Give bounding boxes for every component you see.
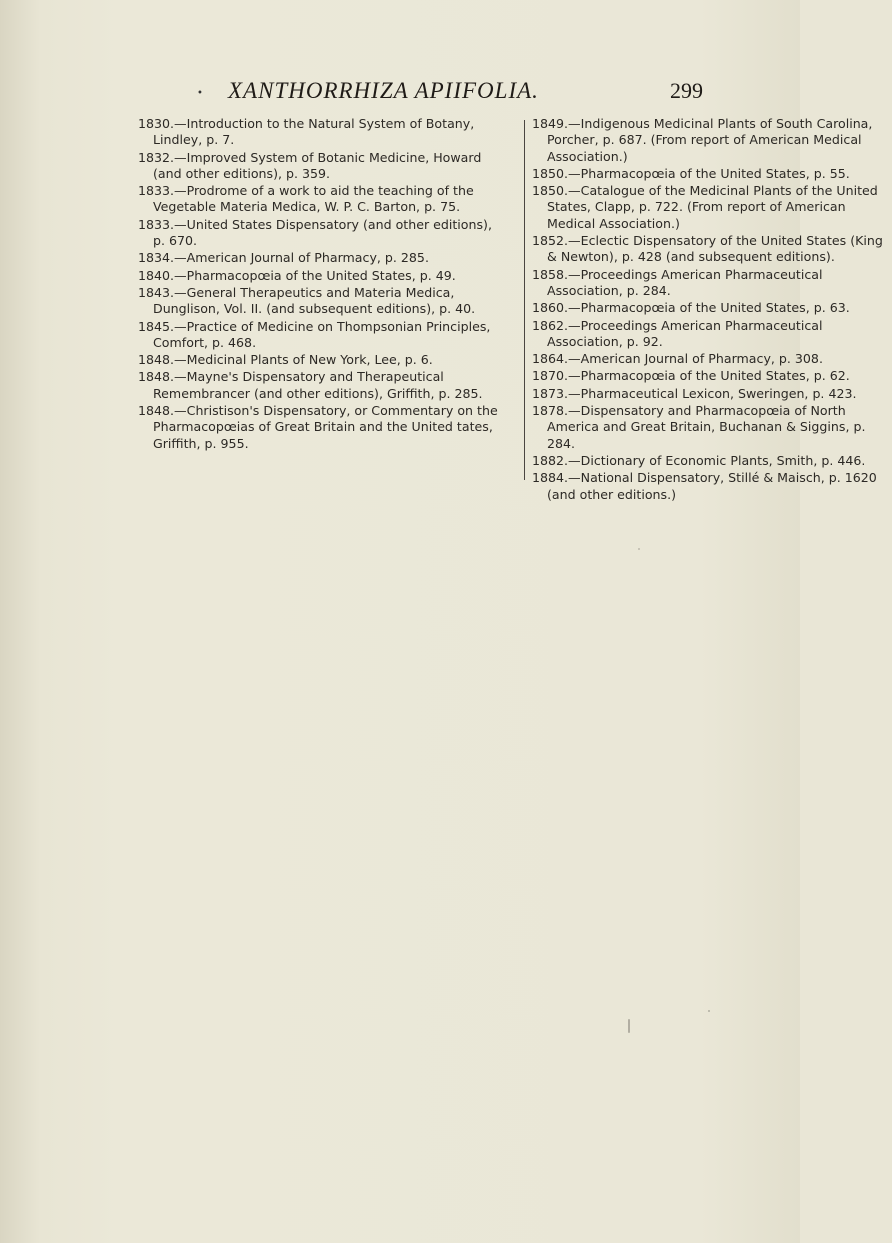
bibliography-entry: 1878.—Dispensatory and Pharmacopœia of North America and Great Britain, Buchanan & Siggins, p. 284. — [532, 403, 866, 451]
bibliography-entry: 1884.—National Dispensatory, Stillé & Maisch, p. 1620 (and other editions.) — [532, 470, 877, 502]
left-column — [138, 116, 498, 453]
bibliography-entry: 1850.—Catalogue of the Medicinal Plants of the United States, Clapp, p. 722. (From report of American Medical Association.) — [532, 183, 878, 231]
bibliography-entry: 1858.—Proceedings American Pharmaceutical Association, p. 284. — [532, 266, 823, 298]
bibliography-entry: 1832.—Improved System of Botanic Medicine, Howard (and other editions), p. 359. — [138, 149, 482, 181]
bibliography-entry: 1870.—Pharmacopœia of the United States, p. 62. — [532, 368, 850, 384]
bibliography-entry: 1849.—Indigenous Medicinal Plants of South Carolina, Porcher, p. 687. (From report of American Medical Association.) — [532, 116, 873, 164]
paper-speck — [638, 548, 640, 550]
running-title: XANTHORRHIZA APIIFOLIA. — [228, 78, 539, 103]
bibliography-entry: 1864.—American Journal of Pharmacy, p. 308. — [532, 351, 823, 367]
header-ornament: • — [197, 88, 203, 99]
bibliography-entry: 1848.—Mayne's Dispensatory and Therapeutical Remembrancer (and other editions), Griffith, p. 285. — [138, 369, 483, 401]
bibliography-entry: 1852.—Eclectic Dispensatory of the United States (King & Newton), p. 428 (and subsequent editions). — [532, 233, 883, 265]
bibliography-entry: 1862.—Proceedings American Pharmaceutical Association, p. 92. — [532, 317, 823, 349]
bibliography-entry: 1848.—Christison's Dispensatory, or Commentary on the Pharmacopœias of Great Britain and the United tates, Griffith, p. 955. — [138, 403, 498, 451]
column-divider — [524, 120, 525, 480]
bibliography-entry: 1850.—Pharmacopœia of the United States, p. 55. — [532, 165, 850, 181]
paper-speck — [708, 1010, 710, 1012]
bibliography-entry: 1840.—Pharmacopœia of the United States, p. 49. — [138, 267, 456, 283]
bibliography-entry: 1882.—Dictionary of Economic Plants, Smith, p. 446. — [532, 452, 866, 468]
bibliography-entry: 1830.—Introduction to the Natural System of Botany, Lindley, p. 7. — [138, 116, 475, 148]
bibliography-entry: 1834.—American Journal of Pharmacy, p. 285. — [138, 250, 429, 266]
bibliography-entry: 1848.—Medicinal Plants of New York, Lee, p. 6. — [138, 352, 433, 368]
bibliography-entry: 1873.—Pharmaceutical Lexicon, Sweringen, p. 423. — [532, 385, 857, 401]
paper-speck — [628, 1019, 630, 1033]
right-column — [532, 116, 892, 504]
bibliography-entry: 1845.—Practice of Medicine on Thompsonian Principles, Comfort, p. 468. — [138, 318, 491, 350]
bibliography-entry: 1843.—General Therapeutics and Materia Medica, Dunglison, Vol. II. (and subsequent editions), p. 40. — [138, 284, 476, 317]
bibliography-entry: 1833.—United States Dispensatory (and other editions), p. 670. — [138, 216, 492, 249]
page-number: 299 — [670, 78, 703, 103]
page-header — [0, 78, 800, 108]
bibliography-entry: 1833.—Prodrome of a work to aid the teaching of the Vegetable Materia Medica, W. P. C. Barton, p. 75. — [138, 183, 474, 215]
bibliography-entry: 1860.—Pharmacopœia of the United States, p. 63. — [532, 300, 850, 316]
